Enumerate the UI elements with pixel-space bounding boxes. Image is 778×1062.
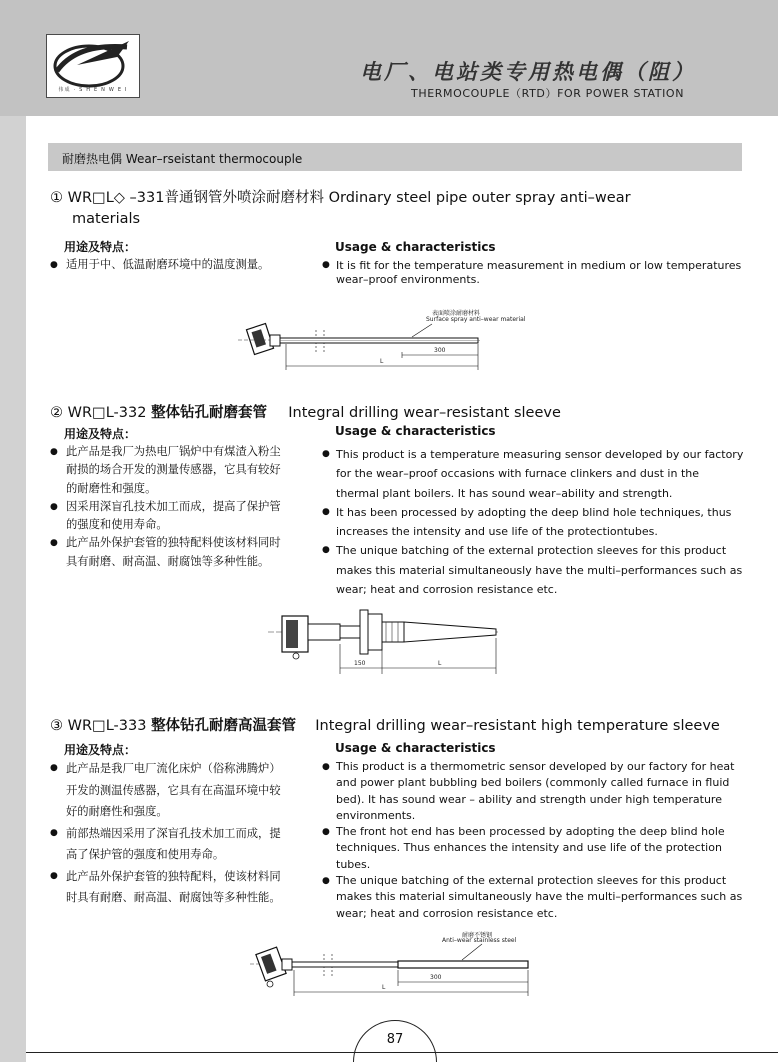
section-title: 耐磨热电偶 Wear–rseistant thermocouple: [62, 152, 303, 166]
product-3-diagram: [250, 924, 532, 1000]
product-2-usage-cn-heading: 用途及特点：: [64, 427, 137, 441]
product-3-usage-en-heading: Usage & characteristics: [335, 741, 496, 755]
product-3-usage-cn-heading: 用途及特点：: [64, 743, 137, 757]
product-3-diagram-label-cn: 耐磨不锈钢: [462, 932, 493, 939]
product-3-title-no: ③ WR□L-333: [50, 718, 147, 734]
list-item: ● It is fit for the temperature measurement in medium or low temperatures wear–proof environments.: [322, 259, 742, 286]
list-item: ● 前部热端因采用了深盲孔技术加工而成，提高了保护管的强度和使用寿命。: [50, 823, 286, 866]
bottom-rule: [26, 1052, 778, 1053]
page-title-cn: 电厂、电站类专用热电偶（阻）: [360, 60, 696, 84]
list-item: ● 适用于中、低温耐磨环境中的温度测量。: [50, 256, 320, 274]
list-item: ● The unique batching of the external protection sleeves for this product makes this material simultaneously have the multi–performances such as wear; heat and corrosion resistance etc.: [322, 873, 744, 922]
list-item: ● The front hot end has been processed by adopting the deep blind hole techniques. Thus enhances the intensity and use life of the protection tubes.: [322, 824, 744, 873]
product-1-dim-L: L: [380, 358, 384, 365]
list-item: ● 此产品外保护套管的独特配料，使该材料同时具有耐磨、耐高温、耐腐蚀等多种性能。: [50, 866, 286, 909]
product-3-en-points: [322, 759, 744, 922]
product-1-cn-points: [50, 256, 320, 274]
side-strip: [0, 116, 26, 1062]
product-2-dim-150: 150: [354, 660, 366, 667]
product-2-title: [50, 401, 561, 422]
product-1-usage-en-heading: Usage & characteristics: [335, 240, 496, 254]
product-2-diagram: [268, 604, 504, 680]
list-item: ● 此产品是我厂电厂流化床炉（俗称沸腾炉）开发的测温传感器，它具有在高温环境中较好的耐磨性和强度。: [50, 758, 286, 823]
product-3-diagram-label-en: Anti–wear stainless steel: [442, 937, 517, 944]
page-number: 87: [386, 1032, 404, 1047]
product-3-title: [50, 714, 720, 735]
product-3-cn-points: [50, 758, 286, 909]
product-1-diagram-label-cn: 表面喷涂耐磨材料: [432, 310, 481, 317]
product-2-title-no: ② WR□L-332: [50, 405, 147, 421]
product-1-diagram-label-en: Surface spray anti–wear material: [426, 316, 526, 323]
logo-subtitle: 伟成 · S H E N W E I: [58, 87, 128, 93]
product-2-title-en: Integral drilling wear–resistant sleeve: [288, 405, 561, 421]
product-1-en-points: [322, 259, 742, 286]
list-item: ● It has been processed by adopting the deep blind hole techniques, thus increases the intensity and use life of the protectiontubes.: [322, 503, 744, 542]
product-2-cn-points: [50, 443, 282, 571]
product-1-diagram: [236, 300, 526, 374]
list-item: ● 此产品是我厂为热电厂锅炉中有煤渣入粉尘耐损的场合开发的测量传感器，它具有较好的耐磨性和强度。: [50, 443, 282, 498]
product-1-dim-300: 300: [434, 347, 446, 354]
thermocouple-332-drawing: [268, 604, 504, 680]
page-title-en: THERMOCOUPLE（RTD）FOR POWER STATION: [411, 87, 685, 100]
product-2-title-cn: 整体钻孔耐磨套管: [151, 405, 268, 421]
product-3-dim-300: 300: [430, 974, 442, 981]
list-item: ● This product is a thermometric sensor developed by our factory for heat and power plant bubbling bed boilers (commonly called furnace in fluid bed). It has sound wear – ability and strength under high temperature environments.: [322, 759, 744, 824]
product-3-title-en: Integral drilling wear–resistant high temperature sleeve: [315, 718, 720, 734]
product-2-en-points: [322, 445, 744, 599]
product-3-title-cn: 整体钻孔耐磨高温套管: [151, 718, 297, 734]
product-3-dim-L: L: [382, 984, 386, 991]
product-1-title: ① WR□L◇ –331普通钢管外喷涂耐磨材料 Ordinary steel pipe outer spray anti–wear: [50, 190, 631, 206]
list-item: ● 因采用深盲孔技术加工而成，提高了保护管的强度和使用寿命。: [50, 498, 282, 535]
product-2-dim-L: L: [438, 660, 442, 667]
list-item: ● This product is a temperature measuring sensor developed by our factory for the wear–proof occasions with furnace clinkers and dust in the thermal plant boilers. It has sound wear–ability and strength.: [322, 445, 744, 503]
list-item: ● The unique batching of the external protection sleeves for this product makes this material simultaneously have the multi–performances such as wear; heat and corrosion resistance etc.: [322, 541, 744, 599]
product-2-usage-en-heading: Usage & characteristics: [335, 424, 496, 438]
product-1-title-cont: materials: [72, 211, 141, 227]
product-1-usage-cn-heading: 用途及特点：: [64, 240, 137, 254]
list-item: ● 此产品外保护套管的独特配料使该材料同时具有耐磨、耐高温、耐腐蚀等多种性能。: [50, 534, 282, 571]
